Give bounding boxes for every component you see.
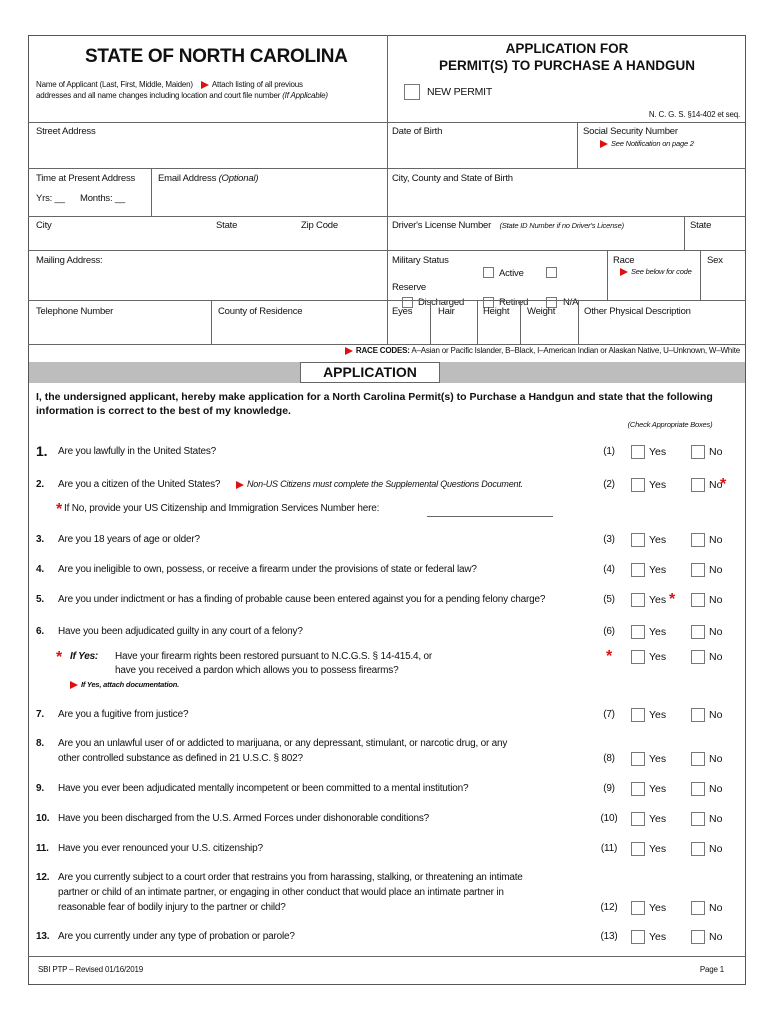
- yes-label: Yes: [649, 931, 667, 943]
- race-note: See below for code: [620, 267, 692, 276]
- no-checkbox[interactable]: [691, 708, 705, 722]
- question-text: Have you been discharged from the U.S. Armed Forces under dishonorable conditions?: [58, 813, 430, 824]
- state-label: State: [216, 220, 238, 231]
- yes-label: Yes: [649, 446, 667, 458]
- no-label: No: [709, 709, 723, 721]
- citizenship-number-field[interactable]: [427, 516, 553, 517]
- hair-label: Hair: [438, 306, 455, 317]
- question-number: 7.: [36, 709, 44, 720]
- yes-checkbox[interactable]: [631, 752, 645, 766]
- question-text: Have you ever been adjudicated mentally incompetent or been committed to a mental institution?: [58, 783, 469, 794]
- question-6-documentation: If Yes, attach documentation.: [70, 680, 179, 689]
- yes-label: Yes: [649, 783, 667, 795]
- question-code: (6): [603, 626, 615, 637]
- question-code: (3): [603, 534, 615, 545]
- question-2-note: Non-US Citizens must complete the Supplemental Questions Document.: [236, 479, 523, 489]
- question-number: 10.: [36, 813, 50, 824]
- time-at-address-label: Time at Present Address: [36, 173, 136, 184]
- question-number: 8.: [36, 738, 44, 749]
- question-text: Are you lawfully in the United States?: [58, 446, 217, 457]
- check-boxes-note: (Check Appropriate Boxes): [627, 420, 713, 429]
- dob-label: Date of Birth: [392, 126, 443, 137]
- drivers-license-label: Driver's License Number (State ID Number if no Driver's License): [392, 220, 624, 231]
- height-label: Height: [483, 306, 510, 317]
- yes-label: Yes: [649, 534, 667, 546]
- no-checkbox[interactable]: [691, 901, 705, 915]
- pointer-icon: [600, 140, 608, 148]
- no-checkbox[interactable]: [691, 478, 705, 492]
- question-text: other controlled substance as defined in 21 U.S.C. § 802?: [58, 753, 303, 764]
- no-label: No: [709, 446, 723, 458]
- mailing-address-label: Mailing Address:: [36, 255, 103, 266]
- question-6-sub1: Have your firearm rights been restored pursuant to N.C.G.S. § 14-415.4, or: [115, 651, 433, 662]
- question-code: (12): [600, 902, 618, 913]
- yes-label: Yes: [649, 626, 667, 638]
- citizenship-number-prompt: If No, provide your US Citizenship and Immigration Services Number here:: [64, 503, 380, 514]
- yes-label: Yes: [649, 902, 667, 914]
- no-label: No: [709, 783, 723, 795]
- no-label: No: [709, 534, 723, 546]
- yes-checkbox[interactable]: [631, 445, 645, 459]
- question-text: Have you ever renounced your U.S. citizenship?: [58, 843, 263, 854]
- yes-checkbox[interactable]: [631, 625, 645, 639]
- question-text: Are you 18 years of age or older?: [58, 534, 200, 545]
- eyes-label: Eyes: [392, 306, 413, 317]
- no-label: No: [709, 931, 723, 943]
- no-label: No: [709, 753, 723, 765]
- no-label: No: [709, 564, 723, 576]
- yes-checkbox[interactable]: [631, 930, 645, 944]
- active-label: Active: [499, 268, 524, 279]
- no-label: No: [709, 626, 723, 638]
- application-banner: APPLICATION: [300, 362, 440, 383]
- no-checkbox[interactable]: [691, 842, 705, 856]
- no-label: No: [709, 902, 723, 914]
- weight-label: Weight: [527, 306, 556, 317]
- question-text: Are you ineligible to own, possess, or receive a firearm under the provisions of state or federal law?: [58, 564, 477, 575]
- yes-label: Yes: [649, 843, 667, 855]
- required-marker-icon: *: [606, 648, 613, 665]
- if-yes-label: If Yes:: [70, 651, 99, 662]
- required-marker-icon: *: [56, 501, 63, 518]
- yes-label: Yes: [649, 564, 667, 576]
- yes-checkbox[interactable]: [631, 842, 645, 856]
- question-code: (13): [600, 931, 618, 942]
- no-checkbox[interactable]: [691, 593, 705, 607]
- ssn-label: Social Security Number: [583, 126, 678, 137]
- application-intro: I, the undersigned applicant, hereby make application for a North Carolina Permit(s) to Purchase a Handgun and state that the following information is correct to the best of my knowledge.: [36, 391, 713, 417]
- pointer-icon: [345, 347, 353, 355]
- statute: N. C. G. S. §14-402 et seq.: [648, 110, 740, 119]
- no-checkbox[interactable]: [691, 625, 705, 639]
- ssn-note: See Notification on page 2: [600, 139, 694, 148]
- state-title: STATE OF NORTH CAROLINA: [85, 46, 348, 67]
- yes-label: Yes: [649, 594, 667, 606]
- discharged-label: Discharged: [418, 297, 465, 308]
- question-text: Are you currently under any type of probation or parole?: [58, 931, 295, 942]
- no-checkbox[interactable]: [691, 650, 705, 664]
- other-physical-label: Other Physical Description: [584, 306, 691, 317]
- question-code: (2): [603, 479, 615, 490]
- yes-label: Yes: [649, 651, 667, 663]
- no-checkbox[interactable]: [691, 930, 705, 944]
- page-number: Page 1: [699, 965, 724, 974]
- yes-checkbox[interactable]: [631, 650, 645, 664]
- zip-label: Zip Code: [301, 220, 338, 231]
- years-field[interactable]: Yrs: __: [36, 193, 65, 204]
- question-code: (11): [600, 843, 618, 854]
- required-marker-icon: *: [720, 476, 727, 493]
- county-label: County of Residence: [218, 306, 303, 317]
- question-text: Are you currently subject to a court order that restrains you from harassing, stalking, or threatening an intimate: [58, 872, 523, 883]
- applicant-name-label: Name of Applicant (Last, First, Middle, Maiden) Attach listing of all previous addresses and all name changes including location and court file number (If Applicable): [36, 80, 328, 100]
- no-label: No: [709, 594, 723, 606]
- question-number: 9.: [36, 783, 44, 794]
- telephone-label: Telephone Number: [36, 306, 114, 317]
- pointer-icon: [201, 81, 209, 89]
- pointer-icon: [70, 681, 78, 689]
- sex-label: Sex: [707, 255, 723, 266]
- question-text: Are you an unlawful user of or addicted to marijuana, or any depressant, stimulant, or narcotic drug, or any: [58, 738, 508, 749]
- no-checkbox[interactable]: [691, 752, 705, 766]
- months-field[interactable]: Months: __: [80, 193, 125, 204]
- question-code: (5): [603, 594, 615, 605]
- yes-checkbox[interactable]: [631, 812, 645, 826]
- city-label: City: [36, 220, 52, 231]
- reserve-label: Reserve: [392, 282, 426, 293]
- question-text: Are you a citizen of the United States?: [58, 479, 221, 490]
- question-text: reasonable fear of bodily injury to the partner or child?: [58, 902, 286, 913]
- street-address-label: Street Address: [36, 126, 96, 137]
- race-codes: RACE CODES: A–Asian or Pacific Islander, B–Black, I–American Indian or Alaskan Native, U–Unknown, W–White: [275, 346, 740, 355]
- email-label: Email Address (Optional): [158, 173, 259, 184]
- required-marker-icon: *: [56, 649, 63, 666]
- question-text: Are you under indictment or has a finding of probable cause been entered against you for a pending felony charge?: [58, 594, 546, 605]
- question-text: partner or child of an intimate partner, or engaging in other conduct that would place an intimate partner in: [58, 887, 504, 898]
- question-code: (1): [603, 446, 615, 457]
- no-label: No: [709, 479, 723, 491]
- new-permit-label: NEW PERMIT: [427, 86, 493, 98]
- yes-label: Yes: [649, 479, 667, 491]
- new-permit-checkbox[interactable]: [404, 84, 420, 100]
- birthplace-label: City, County and State of Birth: [392, 173, 513, 184]
- yes-checkbox[interactable]: [631, 533, 645, 547]
- question-code: (7): [603, 709, 615, 720]
- no-checkbox[interactable]: [691, 563, 705, 577]
- no-checkbox[interactable]: [691, 445, 705, 459]
- no-label: No: [709, 843, 723, 855]
- yes-checkbox[interactable]: [631, 563, 645, 577]
- question-number: 5.: [36, 594, 44, 605]
- na-label: N/A: [563, 297, 579, 308]
- yes-checkbox[interactable]: [631, 708, 645, 722]
- question-number: 4.: [36, 564, 44, 575]
- required-marker-icon: *: [669, 591, 676, 608]
- race-label: Race: [613, 255, 635, 266]
- question-code: (4): [603, 564, 615, 575]
- no-checkbox[interactable]: [691, 812, 705, 826]
- question-text: Are you a fugitive from justice?: [58, 709, 189, 720]
- active-checkbox[interactable]: [483, 267, 494, 278]
- question-number: 13.: [36, 931, 50, 942]
- military-status-label: Military Status: [392, 255, 449, 266]
- yes-label: Yes: [649, 709, 667, 721]
- pointer-icon: [236, 481, 244, 489]
- form-title-line1: APPLICATION FOR: [505, 41, 629, 56]
- question-code: (9): [603, 783, 615, 794]
- no-label: No: [709, 813, 723, 825]
- question-number: 2.: [36, 479, 44, 490]
- dl-state-label: State: [690, 220, 712, 231]
- yes-label: Yes: [649, 813, 667, 825]
- question-number: 12.: [36, 872, 50, 883]
- form-title-line2: PERMIT(S) TO PURCHASE A HANDGUN: [438, 58, 695, 73]
- yes-checkbox[interactable]: [631, 478, 645, 492]
- question-text: Have you been adjudicated guilty in any court of a felony?: [58, 626, 303, 637]
- pointer-icon: [620, 268, 628, 276]
- question-number: 11.: [36, 843, 49, 854]
- question-code: (10): [600, 813, 618, 824]
- yes-label: Yes: [649, 753, 667, 765]
- question-6-sub2: have you received a pardon which allows you to possess firearms?: [115, 665, 399, 676]
- no-checkbox[interactable]: [691, 533, 705, 547]
- question-number: 6.: [36, 626, 44, 637]
- question-number: 3.: [36, 534, 44, 545]
- yes-checkbox[interactable]: [631, 782, 645, 796]
- question-number: 1.: [36, 443, 48, 459]
- form-revision: SBI PTP – Revised 01/16/2019: [38, 965, 143, 974]
- retired-label: Retired: [499, 297, 529, 308]
- military-checkbox-2[interactable]: [546, 267, 557, 278]
- no-label: No: [709, 651, 723, 663]
- yes-checkbox[interactable]: [631, 901, 645, 915]
- yes-checkbox[interactable]: [631, 593, 645, 607]
- no-checkbox[interactable]: [691, 782, 705, 796]
- question-code: (8): [603, 753, 615, 764]
